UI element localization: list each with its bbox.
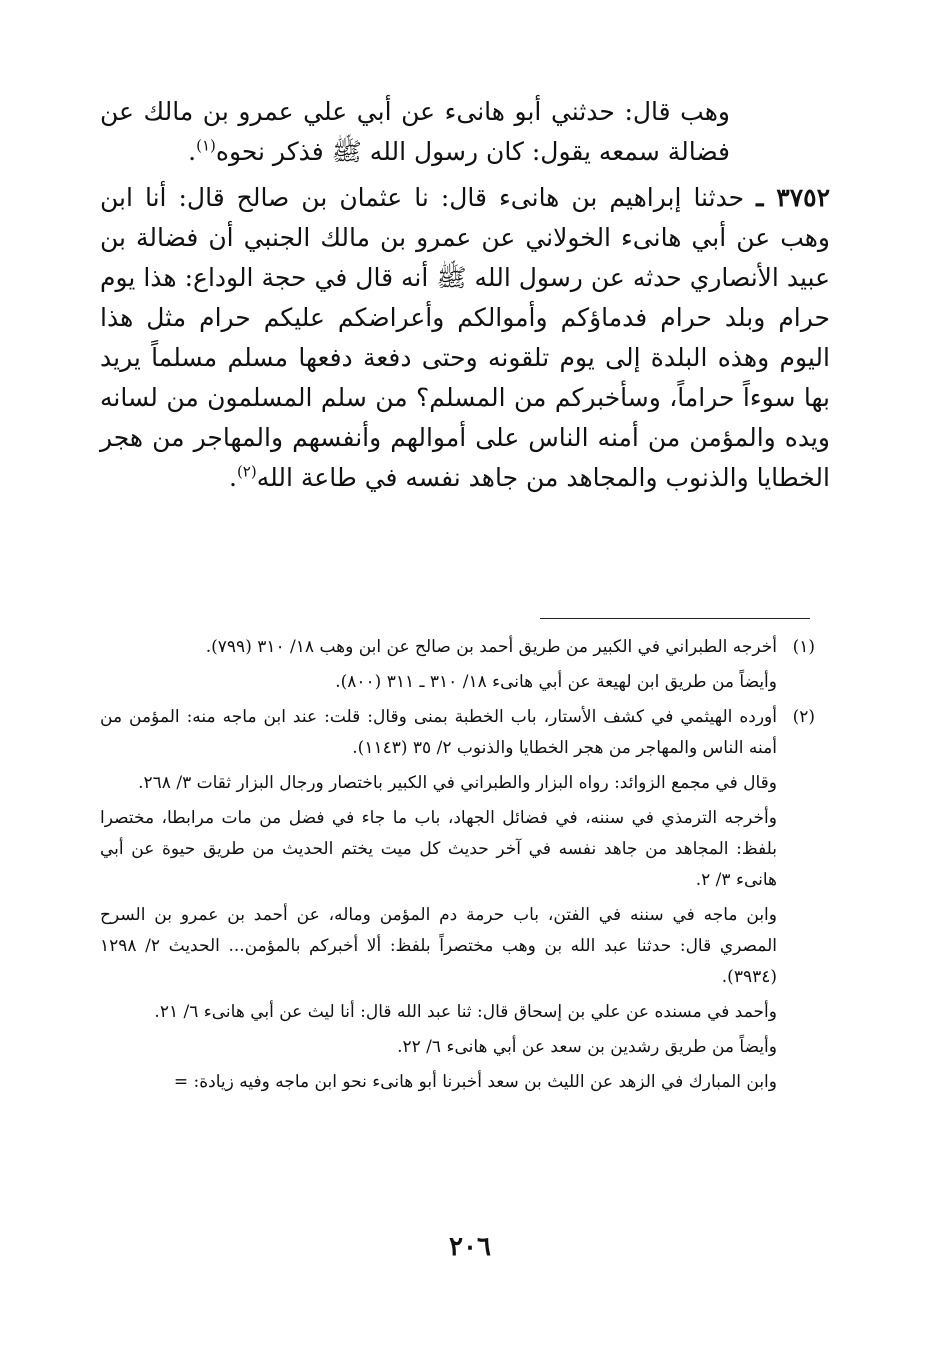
footnote-1 [100,632,815,698]
footnote-number: (١) [792,637,815,657]
paragraph-line-1: وهب قال: حدثني أبو هانىء عن أبي علي عمرو بن مالك عن [100,97,730,126]
footnote-number: (٢) [792,707,815,727]
footnote-paragraph: وابن المبارك في الزهد عن الليث بن سعد أخبرنا أبو هانىء نحو ابن ماجه وفيه زيادة: = [173,1072,777,1092]
footnotes [100,632,815,1102]
footnote-paragraph: أورده الهيثمي في كشف الأستار، باب الخطبة بمنى وقال: قلت: عند ابن ماجه منه: المؤمن من أمنه الناس والمهاجر من هجر الخطايا والذنوب ٢/ ٣٥ (١١٤٣). [100,707,777,758]
paragraph-continuation: وهب قال: حدثني أبو هانىء عن أبي علي عمرو بن مالك عن فضالة سمعه يقول: كان رسول الله ﷺ فذكر نحوه$^{(١)}$. [100,97,730,166]
footnote-paragraph: وقال في مجمع الزوائد: رواه البزار والطبراني في الكبير باختصار ورجال البزار ثقات ٣/ ٢٦٨. [138,773,777,793]
footnote-paragraph: وأخرجه الترمذي في سننه، في فضائل الجهاد، باب ما جاء في فضل من مات مرابطا، مختصرا بلفظ: المجاهد من جاهد نفسه في آخر حديث كل ميت يختم الحديث من طريق حيوة عن أبي هانىء ٣/ ٢. [100,808,777,890]
footnote-paragraph: أخرجه الطبراني في الكبير من طريق أحمد بن صالح عن ابن وهب ١٨/ ٣١٠ (٧٩٩). [205,637,777,657]
paragraph-line-2: فضالة سمعه يقول: كان رسول الله ﷺ فذكر نحوه [215,137,730,166]
footnote-ref-1: (١) [196,136,216,155]
footnote-body [100,632,777,698]
footnote-paragraph: وأحمد في مسنده عن علي بن إسحاق قال: ثنا عبد الله قال: أنا ليث عن أبي هانىء ٦/ ٢١. [154,1002,777,1022]
page-number: ٢٠٦ [449,1232,491,1262]
hadith-end: . [228,463,237,492]
main-text [100,92,830,498]
footnote-paragraph: وابن ماجه في سننه في الفتن، باب حرمة دم المؤمن وماله، عن أحمد بن عمرو بن السرح المصري قال: حدثنا عبد الله بن وهب مختصراً بلفظ: ألا أخبركم بالمؤمن... الحديث ٢/ ١٢٩٨ (٣٩٣٤). [100,905,777,987]
footnote-2 [100,702,815,1098]
hadith-3752 [100,178,830,498]
footnote-separator [540,618,810,619]
footnote-paragraph: وأيضاً من طريق رشدين بن سعد عن أبي هانىء ٦/ ٢٢. [397,1037,777,1057]
footnote-paragraph: وأيضاً من طريق ابن لهيعة عن أبي هانىء ١٨/ ٣١٠ ـ ٣١١ (٨٠٠). [335,672,777,692]
footnote-ref-2: (٢) [236,462,257,481]
hadith-text: حدثنا إبراهيم بن هانىء قال: نا عثمان بن صالح قال: أنا ابن وهب عن أبي هانىء الخولاني عن عمرو بن مالك الجنبي أن فضالة بن عبيد الأنصاري حدثه عن رسول الله ﷺ أنه قال في حجة الوداع: هذا يوم حرام وبلد حرام فدماؤكم وأموالكم وأعراضكم عليكم حرام مثل هذا اليوم وهذه البلدة إلى يوم تلقونه وحتى دفعة دفعها مسلم مسلماً يريد بها سوءاً حراماً، وسأخبركم من المسلم؟ من سلم المسلمون من لسانه ويده والمؤمن من أمنه الناس على أموالهم وأنفسهم والمهاجر من هجر الخطايا والذنوب والمجاهد من جاهد نفسه في طاعة الله [100,183,830,492]
hadith-number: ٣٧٥٢ ـ [756,183,830,212]
footnote-body [100,702,777,1098]
